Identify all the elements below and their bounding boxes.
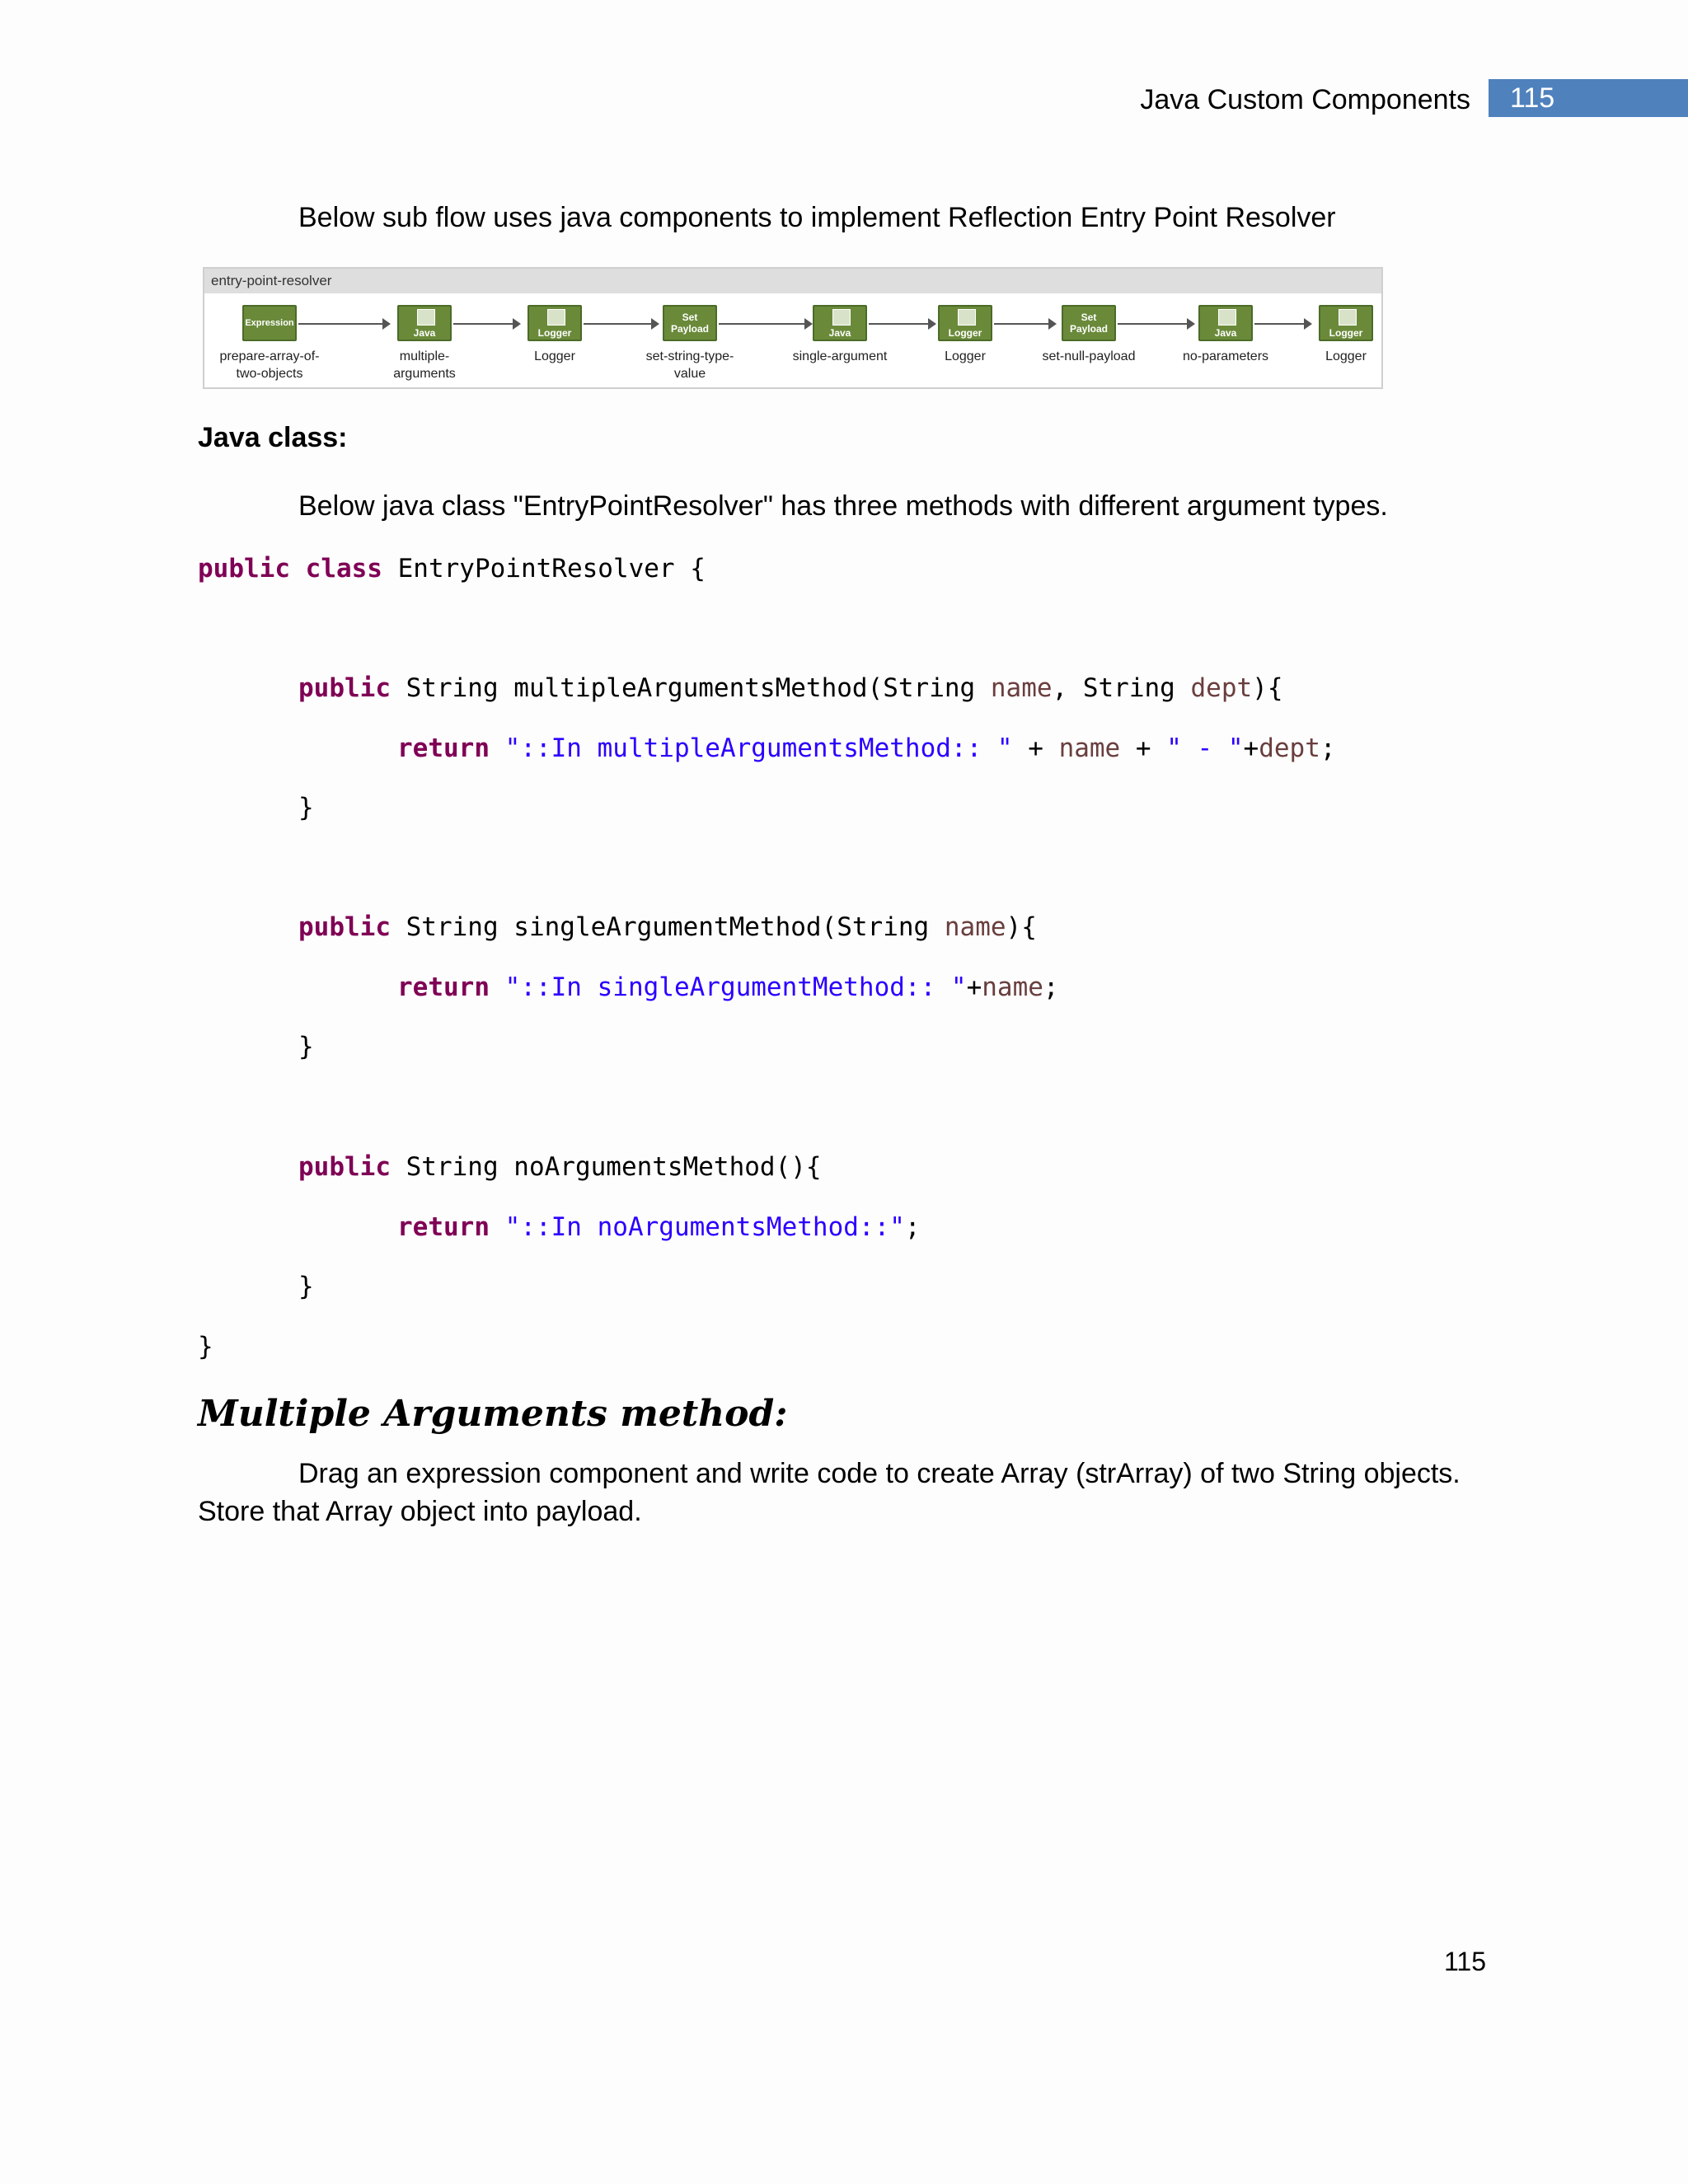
logger-icon [1339,309,1357,326]
flow-arrow [1118,323,1193,325]
flow-arrow [584,323,658,325]
logger-node: Logger [1319,305,1373,341]
code-line-class: public class EntryPointResolver { [198,554,706,583]
footer-page-number: 115 [1444,1947,1487,1976]
code-line-method3-signature: public String noArgumentsMethod(){ [298,1152,822,1182]
page-number-badge [1489,79,1688,117]
flow-arrow [869,323,935,325]
expression-node: Expression [242,305,297,341]
code-line-method2-return: return "::In singleArgumentMethod:: "+name; [397,972,1059,1002]
flow-diagram [203,267,1383,389]
java-class-description: Below java class "EntryPointResolver" has three methods with different argument types. [298,490,1388,522]
intro-paragraph: Below sub flow uses java components to implement Reflection Entry Point Resolver [298,202,1336,233]
node-caption: prepare-array-of- two-objects [219,349,320,381]
node-caption: set-string-type- value [645,349,734,381]
logger-node: Logger [938,305,992,341]
java-icon [1218,309,1236,326]
code-line-brace: } [298,1272,314,1301]
java-node: Java [1198,305,1253,341]
code-line-method1-return: return "::In multipleArgumentsMethod:: " + name + " - "+dept; [397,733,1336,763]
node-caption: Logger [945,349,986,363]
java-node: Java [813,305,867,341]
running-header-title: Java Custom Components [1140,84,1470,115]
node-caption: multiple- arguments [393,349,456,381]
flow-arrow [719,323,811,325]
logger-icon [547,309,565,326]
section-text-line-1: Drag an expression component and write code to create Array (strArray) of two String objects. [298,1458,1461,1489]
node-caption: set-null-payload [1042,349,1136,363]
flow-arrow [1254,323,1311,325]
code-line-method1-signature: public String multipleArgumentsMethod(String name, String dept){ [298,673,1283,703]
set-payload-node: Set Payload [1062,305,1116,341]
java-icon [832,309,851,326]
code-line-class-close: } [198,1332,213,1361]
logger-node: Logger [528,305,582,341]
section-text-line-2: Store that Array object into payload. [198,1496,642,1527]
node-caption: Logger [534,349,575,363]
node-caption: single-argument [792,349,888,363]
header-page-number: 115 [1510,82,1555,114]
flow-title: entry-point-resolver [204,269,1381,293]
flow-arrow [453,323,519,325]
code-line-method3-return: return "::In noArgumentsMethod::"; [397,1212,921,1242]
java-node: Java [397,305,452,341]
logger-icon [958,309,976,326]
code-line-method2-signature: public String singleArgumentMethod(String name){ [298,912,1037,942]
node-caption: no-parameters [1182,349,1269,363]
java-icon [417,309,435,326]
code-line-brace: } [298,793,314,823]
section-heading: Multiple Arguments method: [198,1393,788,1435]
flow-arrow [298,323,389,325]
node-caption: Logger [1325,349,1367,363]
set-payload-node: Set Payload [663,305,717,341]
flow-arrow [994,323,1055,325]
code-line-brace: } [298,1032,314,1062]
java-class-heading: Java class: [198,422,348,453]
